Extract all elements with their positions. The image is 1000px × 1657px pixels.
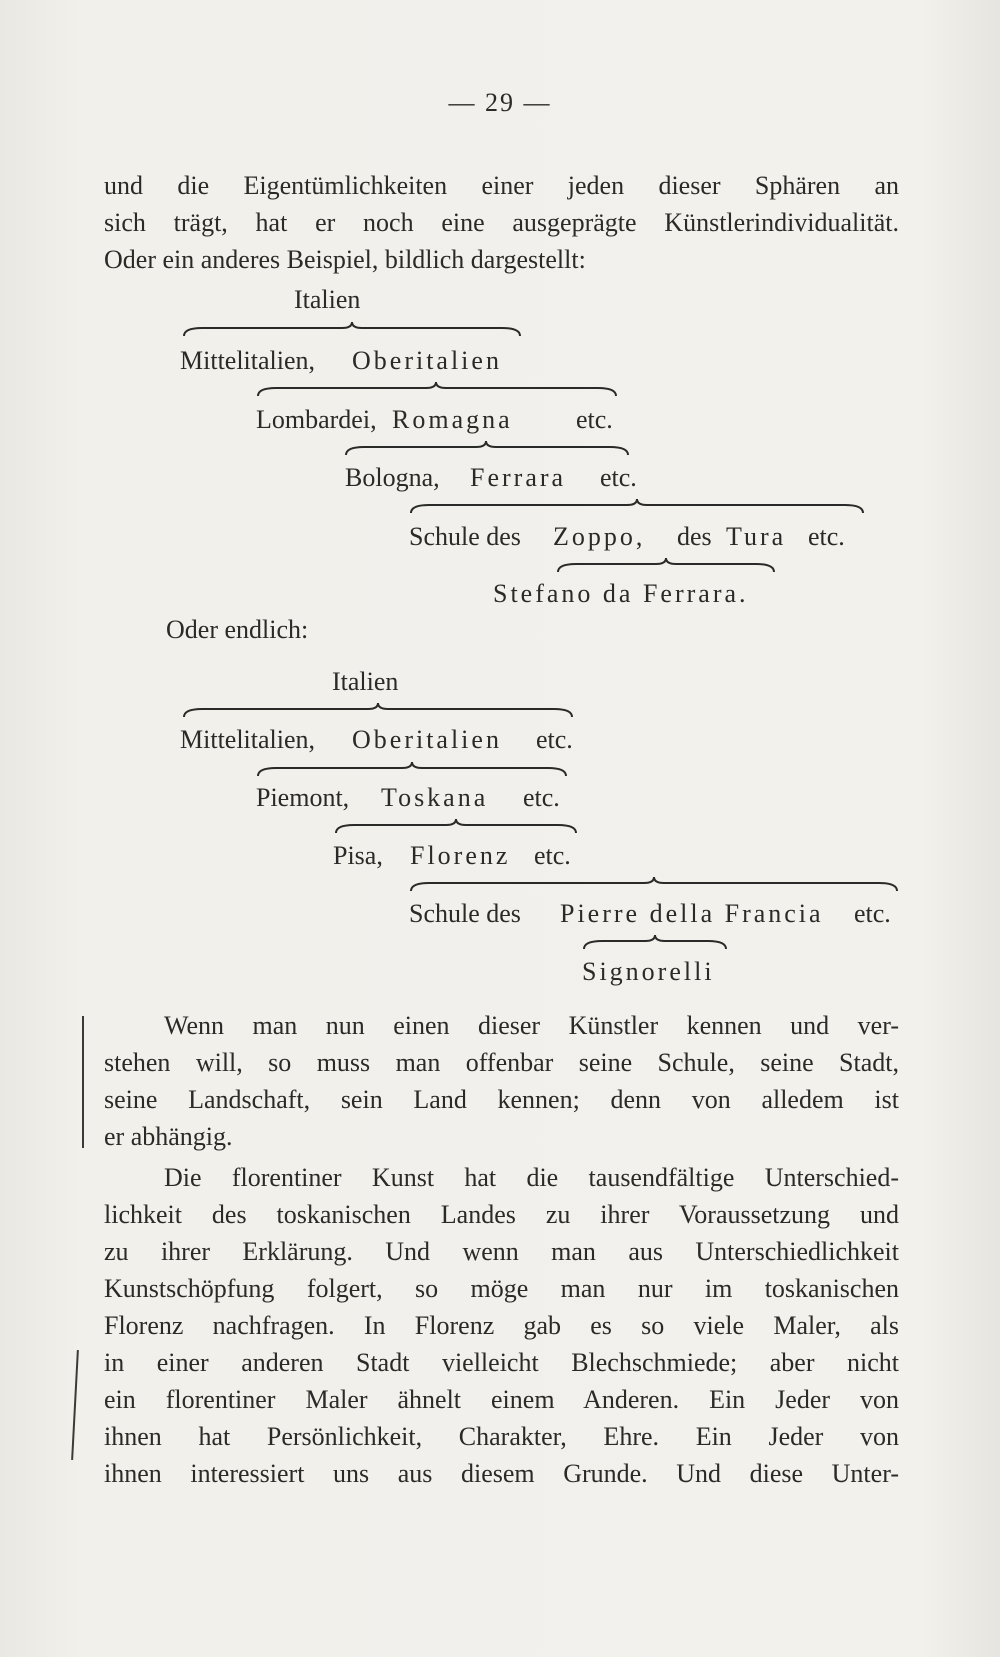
text-line: ihnen hat Persönlichkeit, Charakter, Ehre. Ein Jeder von [104,1422,899,1451]
text-line: zu ihrer Erklärung. Und wenn man aus Unterschiedlichkeit [104,1237,899,1266]
diagram-node: Italien [294,285,361,314]
text-line: Oder endlich: [166,615,309,644]
text-line: stehen will, so muss man offenbar seine Schule, seine Stadt, [104,1048,899,1077]
brace [256,382,618,398]
diagram-node: Stefano da Ferrara. [493,579,749,608]
text-line: Die florentiner Kunst hat die tausendfältige Unterschied- [164,1163,899,1192]
diagram-node: Mittelitalien, [180,346,316,375]
brace [582,935,728,951]
diagram-node: des [677,522,712,551]
text-line: Oder ein anderes Beispiel, bildlich dargestellt: [104,245,586,274]
brace [334,819,578,835]
text-line: ein florentiner Maler ähnelt einem Anderen. Ein Jeder von [104,1385,899,1414]
diagram-node: Zoppo, [553,522,646,551]
brace [182,703,574,719]
diagram-node: Italien [332,667,399,696]
margin-mark [82,1016,84,1148]
diagram-node: Lombardei, [256,405,377,434]
diagram-node: etc. [536,725,573,754]
diagram-node: Florenz [410,841,511,870]
diagram-node: Toskana [381,783,489,812]
diagram-node: Pierre della Francia [560,899,824,928]
diagram-node: Pisa, [333,841,383,870]
diagram-node: Schule des [409,522,521,551]
diagram-node: Ferrara [470,463,567,492]
text-line: lichkeit des toskanischen Landes zu ihrer Voraussetzung und [104,1200,899,1229]
brace [256,762,568,778]
text-line: und die Eigentümlichkeiten einer jeden dieser Sphären an [104,171,899,200]
text-line: seine Landschaft, sein Land kennen; denn von alledem ist [104,1085,899,1114]
text-line: Florenz nachfragen. In Florenz gab es so viele Maler, als [104,1311,899,1340]
text-line: er abhängig. [104,1122,233,1151]
diagram-node: Bologna, [345,463,440,492]
diagram-node: etc. [534,841,571,870]
diagram-node: Schule des [409,899,521,928]
diagram-node: Piemont, [256,783,350,812]
text-line: Wenn man nun einen dieser Künstler kennen und ver- [164,1011,899,1040]
diagram-node: Tura [726,522,787,551]
text-line: sich trägt, hat er noch eine ausgeprägte Künstlerindividualität. [104,208,899,237]
margin-mark [71,1350,79,1460]
diagram-node: etc. [808,522,845,551]
brace [409,499,865,515]
text-line: ihnen interessiert uns aus diesem Grunde. Und diese Unter- [104,1459,899,1488]
diagram-node: Signorelli [582,957,715,986]
diagram-node: etc. [576,405,613,434]
brace [409,877,899,893]
page-number: — 29 — [448,88,552,117]
diagram-node: Oberitalien [352,346,502,375]
text-line: Kunstschöpfung folgert, so möge man nur im toskanischen [104,1274,899,1303]
text-line: in einer anderen Stadt vielleicht Blechschmiede; aber nicht [104,1348,899,1377]
diagram-node: Romagna [392,405,513,434]
brace [344,441,630,457]
diagram-node: etc. [523,783,560,812]
diagram-node: etc. [600,463,637,492]
diagram-node: etc. [854,899,891,928]
brace [556,558,776,574]
diagram-node: Mittelitalien, [180,725,316,754]
brace [182,322,522,338]
diagram-node: Oberitalien [352,725,502,754]
